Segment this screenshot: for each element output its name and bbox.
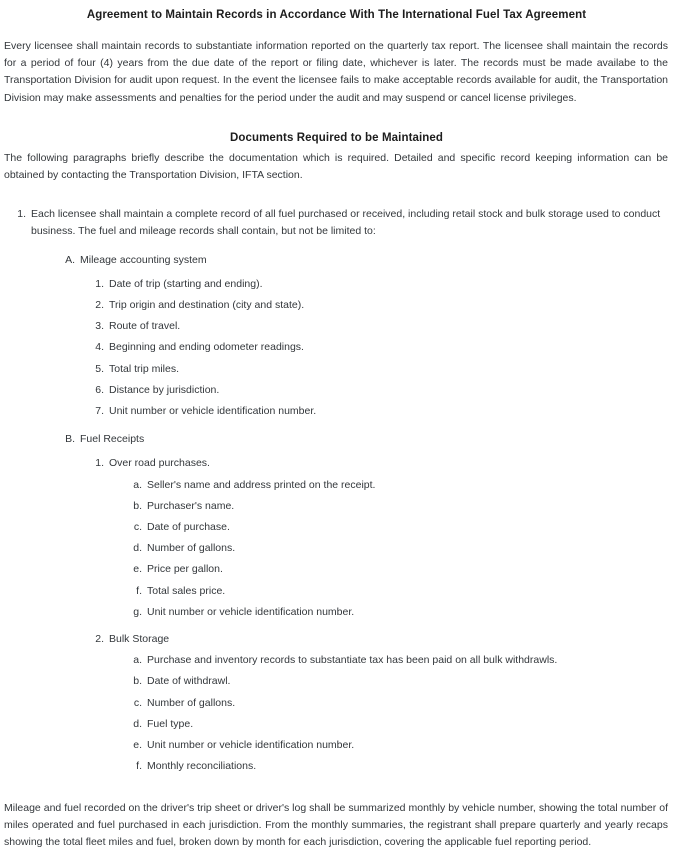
outline-item-b1c xyxy=(132,519,669,536)
outline-sublist-a-items xyxy=(80,276,669,420)
section-heading-documents-required: Documents Required to be Maintained xyxy=(4,131,669,145)
outline-item-b2f xyxy=(132,758,669,775)
document-page xyxy=(0,8,673,847)
outline-sublist-b-items xyxy=(80,455,669,775)
outline-text-b2d: Fuel type. xyxy=(147,716,669,733)
outline-marker-a5: 5. xyxy=(95,361,104,378)
outline-sublist-letters xyxy=(31,252,669,776)
outline-text-b2b: Date of withdrawl. xyxy=(147,673,669,690)
outline-item-a4 xyxy=(95,339,669,356)
outline-marker-b1e: e. xyxy=(132,561,142,578)
outline-marker-a: A. xyxy=(64,252,75,269)
outline-item-b2a xyxy=(132,652,669,669)
outline-text-b1b: Purchaser's name. xyxy=(147,498,669,515)
outline-item-b2c xyxy=(132,695,669,712)
outline-marker-a6: 6. xyxy=(95,382,104,399)
outline-text-a1: Date of trip (starting and ending). xyxy=(109,276,669,293)
outline-text-a5: Total trip miles. xyxy=(109,361,669,378)
outline-item-b2b xyxy=(132,673,669,690)
outline-marker-a7: 7. xyxy=(95,403,104,420)
lead-paragraph: The following paragraphs briefly describe the documentation which is required. Detailed and specific record keeping information can be obtained by contacting the Transportation Division, IFTA section. xyxy=(4,150,669,184)
outline-text-b1c: Date of purchase. xyxy=(147,519,669,536)
outline-item-a2 xyxy=(95,297,669,314)
outline-item-b1 xyxy=(95,455,669,621)
outline-text-b2f: Monthly reconciliations. xyxy=(147,758,669,775)
outline-text-a4: Beginning and ending odometer readings. xyxy=(109,339,669,356)
outline-marker-b2d: d. xyxy=(132,716,142,733)
outline-marker-b2a: a. xyxy=(132,652,142,669)
outline-marker-a4: 4. xyxy=(95,339,104,356)
outline-item-b-fuel-receipts xyxy=(64,431,669,775)
outline-item-a-mileage-accounting xyxy=(64,252,669,421)
outline-sublist-b1-items xyxy=(109,477,669,621)
outline-marker-b1c: c. xyxy=(132,519,142,536)
outline-text-b1f: Total sales price. xyxy=(147,583,669,600)
outline-text-a: Mileage accounting system xyxy=(80,252,669,269)
outline-text-b2e: Unit number or vehicle identification number. xyxy=(147,737,669,754)
outline-text-b1: Over road purchases. xyxy=(109,455,669,472)
outline-item-a5 xyxy=(95,361,669,378)
outline-item-a6 xyxy=(95,382,669,399)
outline-item-1 xyxy=(17,206,669,775)
outline-marker-1: 1. xyxy=(17,206,26,223)
outline-text-b2: Bulk Storage xyxy=(109,631,669,648)
outline-list xyxy=(4,206,669,775)
outline-marker-b1d: d. xyxy=(132,540,142,557)
outline-sublist-b2-items xyxy=(109,652,669,775)
outline-text-1: Each licensee shall maintain a complete record of all fuel purchased or received, including retail stock and bulk storage used to conduct business. The fuel and mileage records shall contain, but not be limited to: xyxy=(31,206,669,240)
closing-spacer xyxy=(4,780,669,800)
outline-marker-b1b: b. xyxy=(132,498,142,515)
outline-item-a3 xyxy=(95,318,669,335)
outline-marker-a2: 2. xyxy=(95,297,104,314)
outline-text-a2: Trip origin and destination (city and state). xyxy=(109,297,669,314)
outline-item-b2d xyxy=(132,716,669,733)
outline-text-b1d: Number of gallons. xyxy=(147,540,669,557)
outline-marker-b1: 1. xyxy=(95,455,104,472)
outline-text-a6: Distance by jurisdiction. xyxy=(109,382,669,399)
outline-item-b1d xyxy=(132,540,669,557)
outline-marker-a1: 1. xyxy=(95,276,104,293)
outline-item-b1b xyxy=(132,498,669,515)
outline-text-b2c: Number of gallons. xyxy=(147,695,669,712)
heading-spacer xyxy=(4,107,669,131)
outline-item-b1e xyxy=(132,561,669,578)
outline-item-b1a xyxy=(132,477,669,494)
outline-text-b1e: Price per gallon. xyxy=(147,561,669,578)
outline-item-b1f xyxy=(132,583,669,600)
page-title: Agreement to Maintain Records in Accordance With The International Fuel Tax Agreement xyxy=(4,8,669,22)
outline-text-b: Fuel Receipts xyxy=(80,431,669,448)
outline-item-b2e xyxy=(132,737,669,754)
intro-paragraph: Every licensee shall maintain records to substantiate information reported on the quarterly tax report. The licensee shall maintain the records for a period of four (4) years from the due date of the report or filing date, whichever is later. The records must be made availabe to the Transportation Division for audit upon request. In the event the licensee fails to make acceptable records available for audit, the Transportation Division may make assessments and penalties for the period under the audit and may suspend or cancel license privileges. xyxy=(4,38,669,107)
outline-text-a3: Route of travel. xyxy=(109,318,669,335)
outline-text-b2a: Purchase and inventory records to substantiate tax has been paid on all bulk withdrawls. xyxy=(147,652,669,669)
outline-item-b1g xyxy=(132,604,669,621)
outline-marker-b1a: a. xyxy=(132,477,142,494)
outline-text-b1a: Seller's name and address printed on the receipt. xyxy=(147,477,669,494)
outline-marker-b2: 2. xyxy=(95,631,104,648)
outline-marker-b2b: b. xyxy=(132,673,142,690)
outline-marker-b2c: c. xyxy=(132,695,142,712)
outline-text-a7: Unit number or vehicle identification number. xyxy=(109,403,669,420)
outline-item-a1 xyxy=(95,276,669,293)
outline-marker-b1f: f. xyxy=(132,583,142,600)
outline-marker-b2e: e. xyxy=(132,737,142,754)
outline-text-b1g: Unit number or vehicle identification number. xyxy=(147,604,669,621)
outline-marker-b1g: g. xyxy=(132,604,142,621)
closing-paragraph: Mileage and fuel recorded on the driver's trip sheet or driver's log shall be summarized monthly by vehicle number, showing the total number of miles operated and fuel purchased in each jurisdiction. From the monthly summaries, the registrant shall prepare quarterly and yearly recaps showing the total fleet miles and fuel, broken down by month for each jurisdiction, covering the applicable fuel reporting period. xyxy=(4,800,669,851)
outline-item-a7 xyxy=(95,403,669,420)
list-spacer xyxy=(4,184,669,206)
outline-marker-a3: 3. xyxy=(95,318,104,335)
outline-marker-b: B. xyxy=(64,431,75,448)
outline-item-b2 xyxy=(95,631,669,775)
outline-marker-b2f: f. xyxy=(132,758,142,775)
